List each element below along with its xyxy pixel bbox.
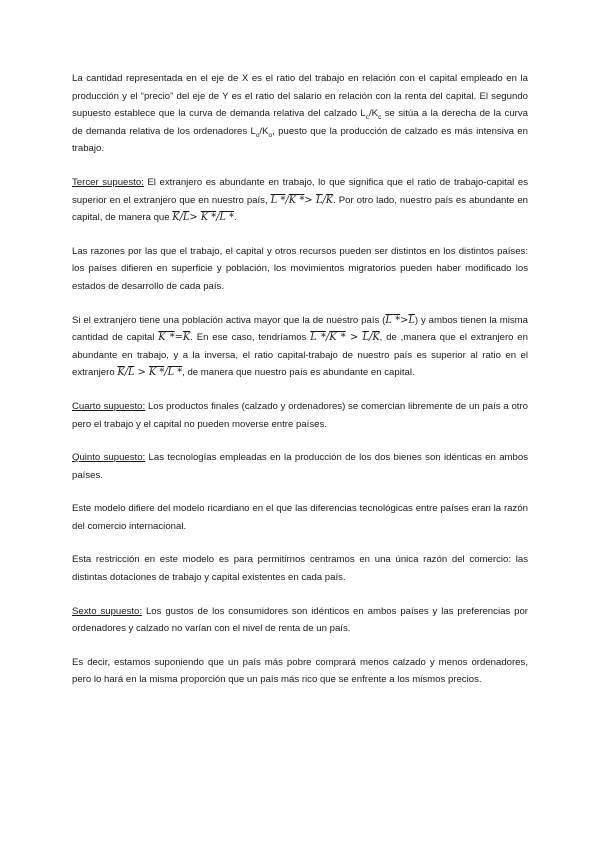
math-operator: > [345,332,363,344]
subscript: c [378,114,382,122]
text-run: . [233,212,237,224]
math-operator: > [304,194,316,206]
math-variable: $\overline{L}$ [127,367,135,379]
math-variable: L * [385,314,401,326]
math-operator: / [322,194,326,206]
text-run: Este modelo difiere del modelo ricardiano en el que las diferencias tecnológicas entre países eran la razón del comercio internacional. [72,503,528,532]
math-variable: L * [167,367,183,379]
text-run: La cantidad representada en el eje de X es el ratio del trabajo en relación con el capital empleado en la producción y el “precio” del eje de Y es el ratio del salario en relación con la renta del capital. El segundo supuesto establece que la curva de demanda relativa del calzado L [72,73,528,120]
paragraph-fourth-assumption [72,398,528,433]
math-variable: K * [200,212,217,224]
math-variable: $\overline{L}$ [182,212,190,224]
paragraph-restriction [72,551,528,586]
math-variable: K * [148,367,165,379]
math-operator: > [134,367,149,379]
paragraph-labor-abundance-example [72,312,528,382]
text-run: , de manera que nuestro país es abundante en capital. [182,367,415,379]
math-variable: $\overline{L}$ [315,194,323,206]
text-run: /K [369,108,379,120]
subscript: o [255,131,260,139]
math-operator: / [164,367,168,379]
assumption-heading: Cuarto supuesto: [72,400,146,412]
text-run: Los productos finales (calzado y ordenadores) se comercian libremente de un país a otro pero el trabajo y el capital no pueden moverse entre países. [72,400,528,430]
math-operator: / [179,212,183,224]
text-run: , de ,manera que el extranjero en abundante en trabajo, y a la inversa, el ratio capital-trabajo de nuestro país es superior al ratio en el extranjero [72,332,528,379]
math-operator: / [369,332,373,344]
text-run: Es decir, estamos suponiendo que un país más pobre comprará menos calzado y menos ordenadores, pero lo hará en la misma proporción que un país más rico que se enfrente a los mismos precios. [72,656,528,686]
math-variable: $\overline{K}$ [372,332,380,344]
assumption-heading: Sexto supuesto: [72,605,143,617]
subscript: o [268,131,273,139]
paragraph-proportional-demand [72,654,528,689]
math-variable: $\overline{K}$ [325,194,334,206]
math-operator: / [325,332,330,344]
math-variable: $\overline{K}$ [117,367,125,379]
math-variable: K * [288,194,305,206]
paragraph-resource-reasons [72,243,528,296]
text-run: El extranjero es abundante en trabajo, lo que significa que el ratio de trabajo-capital es superior en el extranjero que en nuestro país, [72,176,528,206]
math-variable: $\overline{L}$ [362,332,369,344]
math-variable: L * [219,212,234,224]
text-run: ) y ambos tienen la misma cantidad de capital [72,314,528,344]
subscript: c [365,114,369,122]
text-run: , puesto que la producción de calzado es más intensiva en trabajo. [72,125,528,155]
text-run: /K [259,125,269,137]
assumption-heading: Quinto supuesto: [72,452,146,464]
math-variable: L * [310,332,326,344]
math-operator: / [124,367,128,379]
math-operator: > [189,212,201,224]
text-run: Las tecnologías empleadas en la producción de los dos bienes son idénticas en ambos países. [72,452,528,481]
math-variable: K * [158,332,175,344]
text-run: . Por otro lado, nuestro país es abundante en capital, de manera que [72,194,528,224]
paragraph-third-assumption [72,174,528,227]
text-run: Las razones por las que el trabajo, el capital y otros recursos pueden ser distintos en los distintos países: los países difieren en superficie y población, los movimientos migratorios pueden haber modificado los estados de desarrollo de cada país. [72,245,528,292]
math-variable: $\overline{K}$ [172,212,180,224]
math-variable: $\overline{K}$ [182,332,191,344]
math-operator: > [400,314,409,326]
text-run: Los gustos de los consumidores son idénticos en ambos países y las preferencias por ordenadores y calzado no varían con el nivel de renta de un país. [72,605,528,635]
math-operator: / [216,212,220,224]
paragraph-sixth-assumption [72,603,528,638]
paragraph-x-axis-ratio [72,70,528,158]
text-run: Esta restricción en este modelo es para permitirnos centramos en una única razón del comercio: las distintas dotaciones de trabajo y capital existentes en cada país. [72,554,528,584]
assumption-heading: Tercer supuesto: [72,176,144,188]
math-variable: K * [329,332,346,344]
text-run: se sitúa a la derecha de la curva de demanda relativa de los ordenadores L [72,108,528,137]
math-operator: / [285,194,289,206]
math-variable: $\overline{L}$ [408,314,415,326]
math-operator: = [174,332,183,344]
paragraph-ricardian-difference [72,500,528,535]
math-variable: L * [270,194,286,206]
text-run: Si el extranjero tiene una población activa mayor que la de nuestro país ( [72,314,386,326]
text-run: . En ese caso, tendríamos [190,332,311,344]
paragraph-fifth-assumption [72,449,528,484]
